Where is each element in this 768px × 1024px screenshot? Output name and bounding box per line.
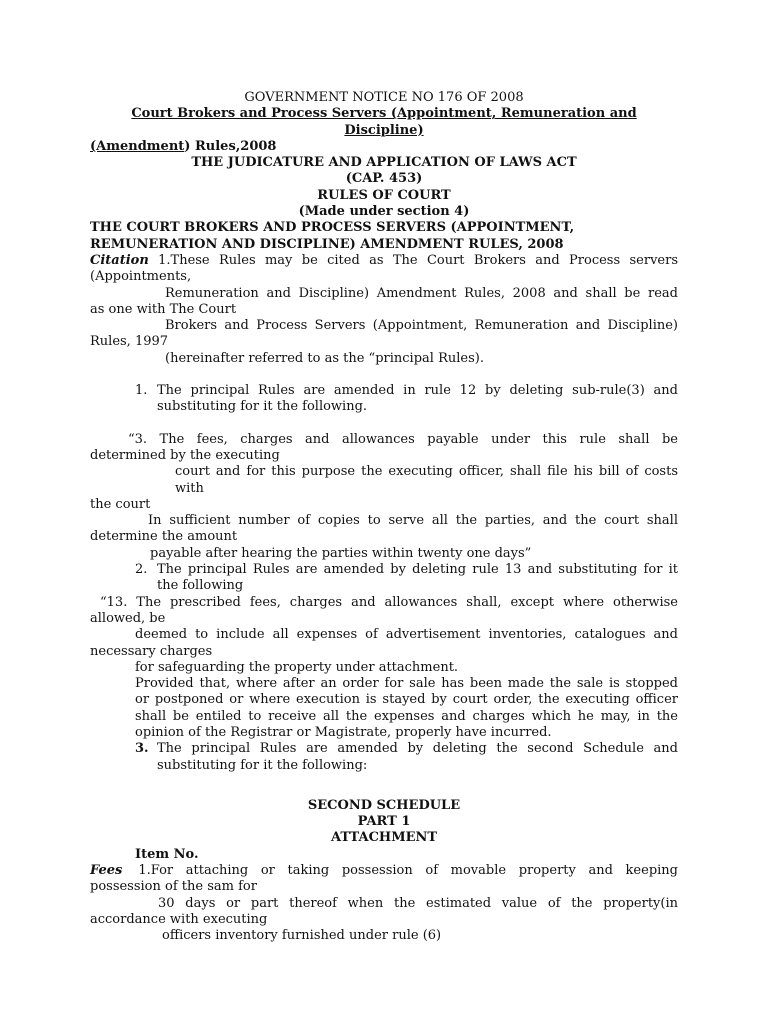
- rule-1: [90, 383, 678, 416]
- schedule-part: PART 1: [357, 814, 411, 830]
- citation-line5: Brokers and Process Servers (Appointment, Remuneration and Discipline): [165, 318, 678, 334]
- citation-section: [90, 253, 678, 367]
- schedule-title: SECOND SCHEDULE: [307, 797, 461, 813]
- item-no-heading: Item No.: [135, 846, 199, 862]
- citation-label: Citation: [90, 252, 149, 268]
- quote-13-line5: for safeguarding the property under attachment.: [135, 659, 459, 675]
- quote-3-line1: “3. The fees, charges and allowances payable under this rule shall be: [128, 431, 678, 447]
- made-under: (Made under section 4): [298, 204, 470, 220]
- rules-of-court: RULES OF COURT: [317, 187, 451, 203]
- notice-title-underlined: (Amendment: [90, 138, 185, 154]
- quote-3-line2: determined by the executing: [90, 447, 280, 463]
- citation-line4: as one with The Court: [90, 301, 237, 317]
- quote-3-line6: determine the amount: [90, 529, 238, 545]
- schedule-section: ATTACHMENT: [330, 830, 438, 846]
- quote-13-line4: necessary charges: [90, 643, 213, 659]
- document-page: [90, 90, 678, 945]
- notice-title-rest: ) Rules,2008: [184, 138, 277, 154]
- quote-rule-3: [90, 432, 678, 562]
- fees-line5: officers inventory furnished under rule (6): [162, 928, 442, 944]
- rule-2-line1: The principal Rules are amended by deleting rule 13 and substituting for it: [157, 562, 678, 578]
- quote-13-line1: “13. The prescribed fees, charges and allowances shall, except where otherwise: [100, 594, 678, 610]
- citation-line7: (hereinafter referred to as the “principal Rules).: [165, 350, 484, 366]
- notice-number: GOVERNMENT NOTICE NO 176 OF 2008: [244, 90, 524, 105]
- fees-text: 1.For attaching or taking possession of movable property and keeping: [138, 863, 678, 879]
- rule-2-line2: the following: [157, 578, 244, 594]
- quote-13-line8: shall be entiled to receive all the expenses and charges which he may, in the: [135, 708, 678, 724]
- act-title: THE JUDICATURE AND APPLICATION OF LAWS ACT: [191, 155, 577, 171]
- notice-title-line1: Court Brokers and Process Servers (Appointment, Remuneration and Discipline): [131, 106, 637, 138]
- quote-3-line7: payable after hearing the parties within twenty one days”: [150, 545, 532, 561]
- quote-3-line4: the court: [90, 496, 151, 512]
- fees-line1: [90, 863, 678, 879]
- citation-text: 1.These Rules may be cited as The Court Brokers and Process servers: [148, 252, 678, 268]
- quote-13-line9: opinion of the Registrar or Magistrate, properly have incurred.: [135, 724, 552, 740]
- quote-13-line7: or postponed or where execution is stayed by court order, the executing officer: [135, 692, 678, 708]
- rule-2-number: 2.: [135, 562, 148, 578]
- fees-line3: 30 days or part thereof when the estimated value of the property(in: [158, 895, 678, 911]
- notice-title-line2: [90, 139, 678, 155]
- rule-1-number: 1.: [135, 383, 148, 399]
- citation-line1: [90, 253, 678, 269]
- fees-label: Fees: [90, 863, 123, 879]
- rules-heading-line2: REMUNERATION AND DISCIPLINE) AMENDMENT RULES, 2008: [90, 236, 564, 252]
- quote-13-line6: Provided that, where after an order for sale has been made the sale is stopped: [135, 676, 678, 692]
- citation-line2: (Appointments,: [90, 269, 192, 285]
- quote-3-line3: court and for this purpose the executing officer, shall file his bill of costs with: [175, 464, 678, 496]
- rule-2: [90, 562, 678, 595]
- rule-1-line1: The principal Rules are amended in rule 12 by deleting sub-rule(3) and: [157, 383, 678, 399]
- second-schedule: [90, 798, 678, 945]
- citation-line6: Rules, 1997: [90, 334, 169, 350]
- fees-line4: accordance with executing: [90, 911, 268, 927]
- rule-3-line1: The principal Rules are amended by deleting the second Schedule and: [157, 741, 678, 757]
- citation-line3: Remuneration and Discipline) Amendment Rules, 2008 and shall be read: [165, 285, 678, 301]
- rule-3: [90, 741, 678, 774]
- rule-3-line2: substituting for it the following:: [157, 757, 368, 773]
- cap-number: (CAP. 453): [345, 171, 423, 187]
- quote-3-line5: In sufficient number of copies to serve all the parties, and the court shall: [148, 513, 678, 529]
- quote-rule-13: [90, 595, 678, 742]
- quote-13-line2: allowed, be: [90, 610, 166, 626]
- rule-3-number: 3.: [135, 741, 149, 757]
- rule-1-line2: substituting for it the following.: [157, 399, 368, 415]
- rules-heading-line1: THE COURT BROKERS AND PROCESS SERVERS (APPOINTMENT,: [90, 220, 575, 236]
- fees-line2: possession of the sam for: [90, 879, 257, 895]
- quote-13-line3: deemed to include all expenses of advertisement inventories, catalogues and: [135, 627, 678, 643]
